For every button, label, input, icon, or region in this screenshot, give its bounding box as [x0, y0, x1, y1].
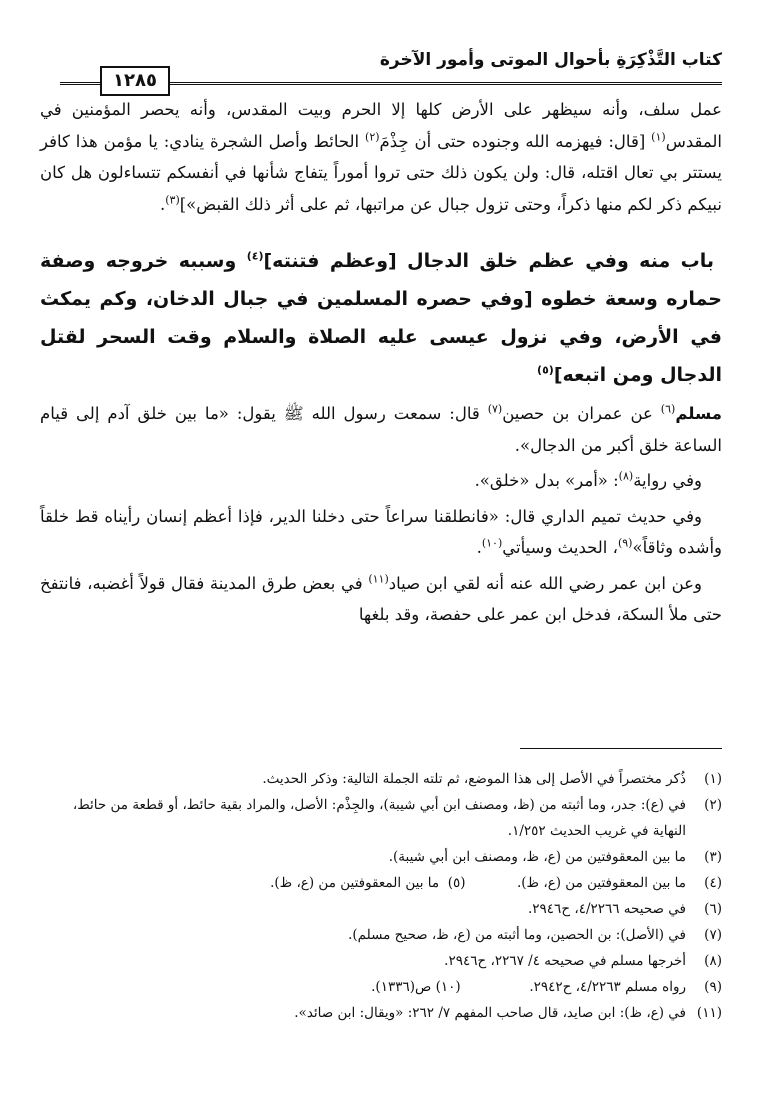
footnote-ref: (٥): [537, 363, 554, 377]
text-run: الحائط وأصل الشجرة ينادي: يا مؤمن هذا كافر يستتر بي تعال اقتله، قال: ولن يكون ذلك حتى تروا أموراً يتفاج شأنها في أنفسكم تتساءلون هل كان نبيكم ذكر لكم منها ذكراً، وحتى تزول جبال عن مراتبها، ثم على أثر ذلك القبض»]: [40, 131, 722, 214]
footnote-ref: (١٠): [481, 536, 503, 550]
footnote-number: (٢): [704, 797, 722, 813]
page-header: [40, 36, 722, 94]
footnote-ref: (٩): [617, 536, 633, 550]
heading-text: وسببه خروجه وصفة حماره وسعة خطوه [وفي حصره المسلمين في جبال الدخان، وكم يمكث في الأرض، وفي نزول عيسى عليه الصلاة والسلام وقت السحر لقتل الدجال ومن اتبعه]: [40, 250, 722, 386]
footnote-ref: (١١): [368, 572, 389, 585]
footnote-separator: [520, 748, 722, 749]
paragraph-1: [40, 94, 722, 220]
footnote: [40, 766, 722, 792]
footnote: [40, 792, 722, 844]
footnote: [40, 870, 722, 896]
text-run: في بعض طرق المدينة فقال قولاً أغضبه، فانتفخ حتى ملأ السكة، فدخل ابن عمر على حفصة، وقد بلغها: [40, 573, 722, 624]
text-run: وعن ابن عمر رضي الله عنه أنه لقي ابن صياد: [388, 573, 702, 593]
text-run: [قال: فيهزمه الله وجنوده حتى أن جِذْمَ: [379, 131, 652, 151]
footnote-text: أخرجها مسلم في صحيحه ٤/ ٢٢٦٧، ح٢٩٤٦.: [444, 953, 686, 969]
footnote-ref: (٢): [365, 130, 380, 143]
footnote-number: (٦): [704, 901, 722, 917]
footnote-number: (٧): [704, 927, 722, 943]
footnote-ref: (٧): [487, 402, 503, 416]
text-run: : «أمر» بدل «خلق».: [474, 471, 619, 490]
footnote-number: (١١): [696, 1005, 722, 1021]
footnote: [40, 948, 722, 974]
chapter-heading: [40, 242, 722, 394]
footnote: [40, 974, 722, 1000]
heading-text: باب منه وفي عظم خلق الدجال [وعظم فتنته]: [263, 250, 715, 272]
footnote-number: (٤): [704, 875, 722, 891]
footnote-text: في صحيحه ٤/٢٢٦٦، ح٢٩٤٦.: [528, 901, 686, 917]
source-name: مسلم: [675, 404, 722, 423]
running-title: كتاب التَّذْكِرَةِ بأحوال الموتى وأمور الآخرة: [379, 50, 722, 70]
footnote-number: (١): [704, 771, 722, 787]
footnote: [40, 844, 722, 870]
footnote: [40, 1000, 722, 1026]
text-run: .: [159, 194, 166, 214]
text-run: عن عمران بن حصين: [502, 404, 661, 423]
text-run: وفي رواية: [633, 471, 702, 490]
footnote-number: (٣): [704, 849, 722, 865]
footnote-ref: (١): [651, 130, 666, 143]
header-rule-left: [60, 82, 100, 85]
footnote-text: في (الأصل): بن الحصين، وما أثبته من (ع، ظ، صحيح مسلم).: [348, 927, 686, 943]
footnote-text: في (ع، ظ): ابن صايد، قال صاحب المفهم ٧/ ٢٦٢: «ويقال: ابن صائد».: [294, 1005, 686, 1021]
text-run: عمل سلف، وأنه سيظهر على الأرض كلها إلا الحرم وبيت المقدس، وأنه يحصر المؤمنين في المقدس: [40, 100, 722, 151]
footnotes: [40, 766, 722, 1026]
footnote-text: ما بين المعقوفتين من (ع، ظ، ومصنف ابن أبي شيبة).: [388, 849, 686, 865]
footnote-ref: (٦): [660, 402, 676, 416]
footnote-text: في (ع): جدر، وما أثبته من (ظ، ومصنف ابن أبي شيبة)، والجِذْم: الأصل، والمراد بقية حائط، أو قطعة من حائط، النهاية في غريب الحديث ١/٢٥٢.: [72, 797, 686, 839]
footnote-text: ما بين المعقوفتين من (ع، ظ). (٥) ما بين المعقوفتين من (ع، ظ).: [270, 875, 686, 891]
footnote-text: رواه مسلم ٤/٢٢٦٣، ح٢٩٤٢. (١٠) ص(١٣٣٦).: [371, 979, 686, 995]
footnote: [40, 922, 722, 948]
main-text: [40, 94, 722, 631]
page-number: ١٢٨٥: [100, 66, 170, 96]
footnote: [40, 896, 722, 922]
book-page: [40, 36, 722, 1076]
footnote-ref: (٤): [246, 249, 264, 263]
paragraph-4: [40, 501, 722, 564]
footnote-number: (٩): [704, 979, 722, 995]
text-run: قال: سمعت رسول الله ﷺ يقول: «ما بين خلق آدم إلى قيام الساعة خلق أكبر من الدجال».: [40, 404, 722, 455]
footnote-text: ذُكر مختصراً في الأصل إلى هذا الموضع، ثم تلته الجملة التالية: وذكر الحديث.: [262, 771, 686, 787]
paragraph-5: [40, 568, 722, 631]
paragraph-2: [40, 398, 722, 461]
text-run: .: [476, 538, 482, 557]
footnote-ref: (٨): [618, 469, 634, 483]
footnote-ref: (٣): [165, 193, 180, 206]
paragraph-3: [40, 465, 722, 497]
text-run: ، الحديث وسيأتي: [502, 538, 618, 557]
header-rule: [170, 82, 722, 85]
text-run: وفي حديث تميم الداري قال: «فانطلقنا سراعاً حتى دخلنا الدير، فإذا أعظم إنسان رأيناه قط خلقاً وأشده وثاقاً»: [40, 506, 722, 557]
footnote-number: (٨): [704, 953, 722, 969]
